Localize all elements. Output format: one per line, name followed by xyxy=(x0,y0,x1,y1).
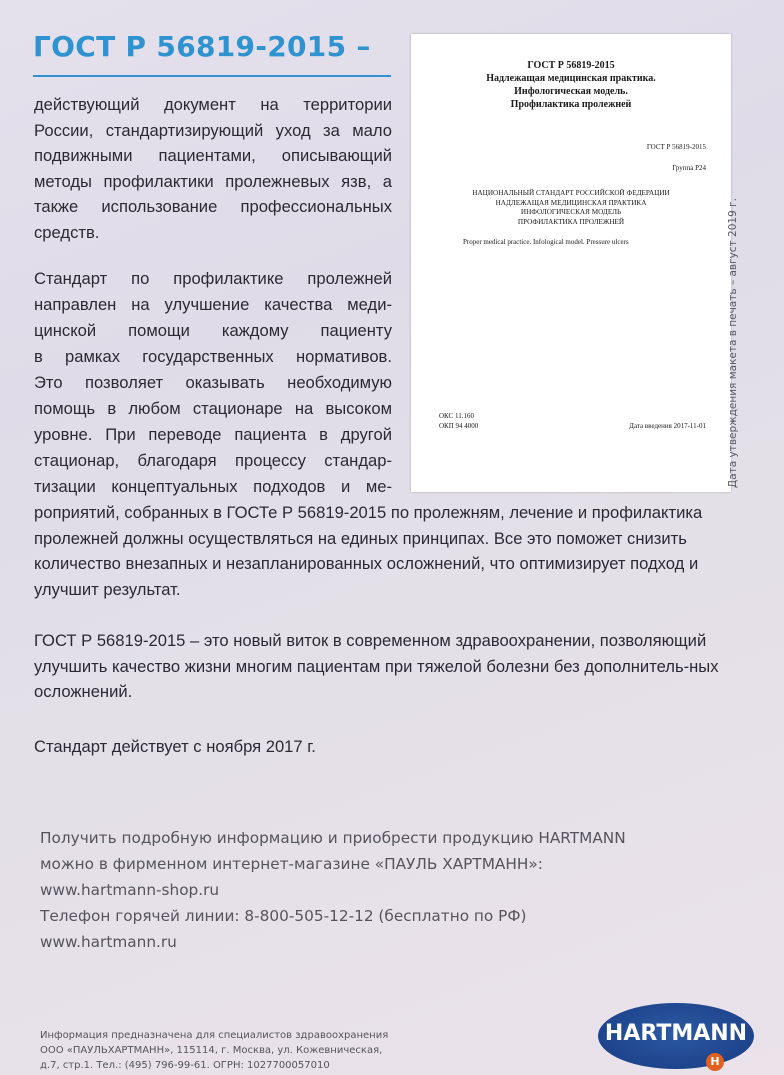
paragraph-line: Стандарт по профилактике пролежней xyxy=(34,269,392,288)
document-cover-image xyxy=(411,34,731,492)
logo-mark-icon: H xyxy=(706,1053,724,1071)
footer-note xyxy=(40,1028,388,1073)
paragraph-line: цинской помощи каждому пациенту xyxy=(34,321,392,340)
paragraph-line: в рамках государственных нормативов. xyxy=(34,347,392,366)
paragraph-line: тизации концептуальных подходов и ме- xyxy=(34,477,392,496)
doc-code: ГОСТ Р 56819-2015 xyxy=(646,143,706,151)
title-underline xyxy=(33,75,391,77)
doc-group: Группа Р24 xyxy=(672,164,706,172)
side-approval-note: Дата утверждения макета в печать – август 2019 г. xyxy=(727,198,739,488)
paragraph-line: помощь в любом стационаре на высоком xyxy=(34,399,392,418)
hartmann-logo xyxy=(598,1003,754,1069)
doc-national-line: ПРОФИЛАКТИКА ПРОЛЕЖНЕЙ xyxy=(517,217,625,226)
paragraph-line: стационар, благодаря процессу стандар- xyxy=(34,451,392,470)
hotline-line: Телефон горячей линии: 8-800-505-12-12 (бесплатно по РФ) xyxy=(40,907,527,925)
footer-line: ООО «ПАУЛЬХАРТМАНН», 115114, г. Москва, ул. Кожевническая, xyxy=(40,1045,383,1056)
paragraph-new-milestone: ГОСТ Р 56819-2015 – это новый виток в современном здравоохранении, позволяющий улучшить качество жизни многим пациентам при тяжелой болезни без дополнитель-ных осложнений. xyxy=(34,631,719,701)
footer-line: Информация предназначена для специалистов здравоохранения xyxy=(40,1030,389,1041)
doc-intro-date: Дата введения 2017-11-01 xyxy=(629,422,706,430)
logo-text: HARTMANN xyxy=(604,1021,748,1046)
shop-link[interactable]: www.hartmann-shop.ru xyxy=(40,881,220,899)
doc-national-line: НАДЛЕЖАЩАЯ МЕДИЦИНСКАЯ ПРАКТИКА xyxy=(495,198,647,207)
page-title: ГОСТ Р 56819-2015 – xyxy=(33,30,371,63)
footer-line: д.7, стр.1. Тел.: (495) 796-99-61. ОГРН: 1027700057010 xyxy=(40,1060,330,1071)
doc-national-line: НАЦИОНАЛЬНЫЙ СТАНДАРТ РОССИЙСКОЙ ФЕДЕРАЦИИ xyxy=(472,189,670,197)
contact-line: Получить подробную информацию и приобрести продукцию HARTMANN xyxy=(40,829,626,847)
paragraph-line: уровне. При переводе пациента в другой xyxy=(34,425,392,444)
contact-line: можно в фирменном интернет-магазине «ПАУЛЬ ХАРТМАНН»: xyxy=(40,855,543,873)
doc-header-line: Надлежащая медицинская практика. xyxy=(486,73,656,84)
paragraph-effective-date: Стандарт действует с ноября 2017 г. xyxy=(34,737,316,756)
paragraph-intro: действующий документ на территории России, стандартизирующий уход за мало подвижными пациентами, описывающий методы профилактики пролежневых язв, а также использование профессиональных средств. xyxy=(34,95,392,242)
doc-oks: ОКС 11.160 xyxy=(439,412,474,420)
doc-okp: ОКП 94 4000 xyxy=(439,422,479,430)
doc-header-line: Профилактика пролежней xyxy=(510,99,632,110)
paragraph-continuation: роприятий, собранных в ГОСТе Р 56819-2015 по пролежням, лечение и профилактика пролежней должны осуществляться на единых принципах. Все это поможет снизить количество внезапных и незапланированных осложнений, что оптимизирует подход и улучшит результат. xyxy=(34,503,703,599)
doc-header-line: Инфологическая модель. xyxy=(514,86,628,97)
doc-english-title: Proper medical practice. Infological model. Pressure ulcers xyxy=(463,238,629,246)
paragraph-line: Это позволяет оказывать необходимую xyxy=(34,373,392,392)
site-link[interactable]: www.hartmann.ru xyxy=(40,933,177,951)
doc-header-line: ГОСТ Р 56819-2015 xyxy=(527,60,615,71)
doc-national-line: ИНФОЛОГИЧЕСКАЯ МОДЕЛЬ xyxy=(520,208,622,216)
paragraph-line: направлен на улучшение качества меди- xyxy=(34,295,392,314)
